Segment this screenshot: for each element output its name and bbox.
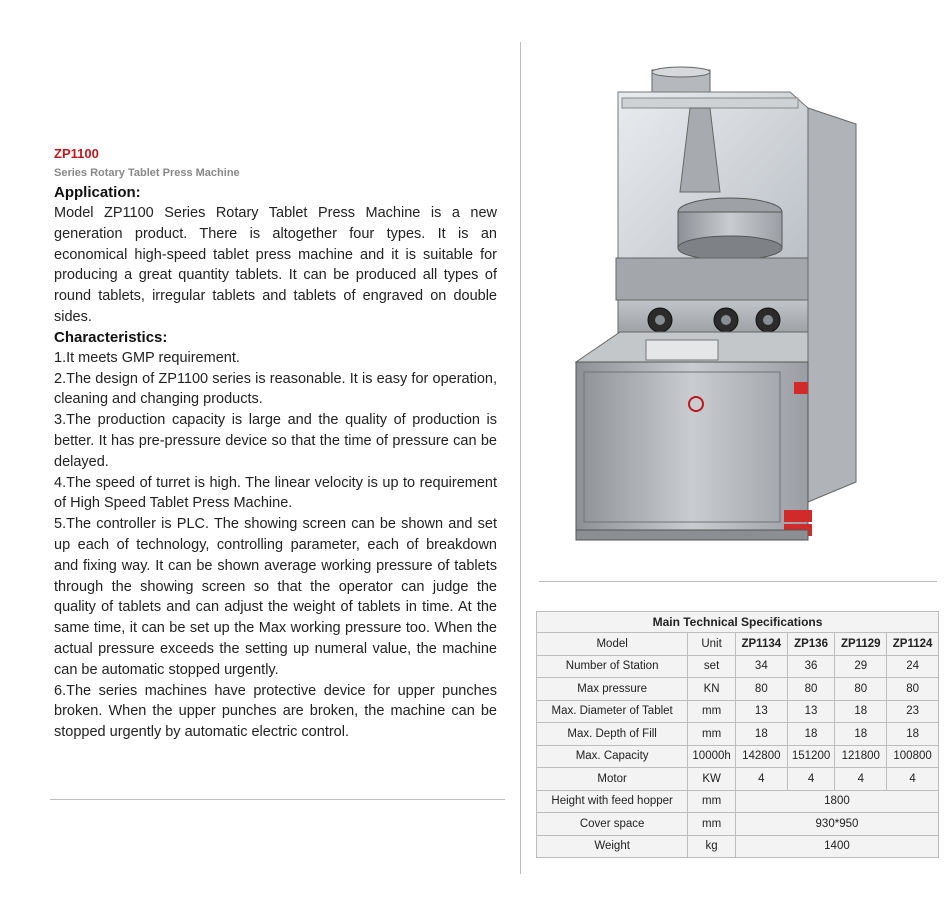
table-cell: 13 (735, 700, 787, 723)
table-cell: Number of Station (537, 655, 688, 678)
table-cell: 18 (835, 700, 887, 723)
table-cell: Max. Depth of Fill (537, 723, 688, 746)
table-cell: 18 (835, 723, 887, 746)
table-cell: 80 (835, 678, 887, 701)
tablet-press-machine-image (560, 62, 870, 562)
header-cell: ZP1134 (735, 633, 787, 656)
table-cell: KW (688, 768, 736, 791)
table-cell: 18 (887, 723, 939, 746)
spec-header-row (537, 633, 939, 656)
table-row (537, 700, 939, 723)
table-cell: mm (688, 790, 736, 813)
table-row (537, 790, 939, 813)
table-row (537, 835, 939, 858)
spec-table (536, 611, 939, 858)
table-cell: 18 (735, 723, 787, 746)
table-cell-merged: 930*950 (735, 813, 938, 836)
table-cell: 4 (887, 768, 939, 791)
table-cell: mm (688, 700, 736, 723)
table-row (537, 813, 939, 836)
table-cell-merged: 1800 (735, 790, 938, 813)
product-description (54, 146, 497, 743)
header-cell: ZP1129 (835, 633, 887, 656)
divider-right (539, 581, 937, 582)
table-cell: Motor (537, 768, 688, 791)
table-row (537, 745, 939, 768)
table-cell: Weight (537, 835, 688, 858)
table-cell: set (688, 655, 736, 678)
table-row (537, 768, 939, 791)
table-cell: 13 (787, 700, 835, 723)
table-cell: Height with feed hopper (537, 790, 688, 813)
table-row (537, 655, 939, 678)
table-cell: 4 (787, 768, 835, 791)
header-cell: ZP1124 (887, 633, 939, 656)
table-cell: 4 (835, 768, 887, 791)
table-cell: 80 (887, 678, 939, 701)
table-cell: 34 (735, 655, 787, 678)
table-cell: 23 (887, 700, 939, 723)
table-cell: 80 (735, 678, 787, 701)
table-cell: 10000h (688, 745, 736, 768)
divider-vertical (520, 42, 521, 874)
table-row (537, 723, 939, 746)
table-cell: kg (688, 835, 736, 858)
characteristic-item: 6.The series machines have protective device for upper punches broken. When the upper punches are broken, the machine can be stopped urgently by automatic electric control. (54, 682, 497, 741)
table-cell: 24 (887, 655, 939, 678)
table-cell: Max. Capacity (537, 745, 688, 768)
table-cell: 29 (835, 655, 887, 678)
table-cell: KN (688, 678, 736, 701)
table-cell: 80 (787, 678, 835, 701)
table-cell: 151200 (787, 745, 835, 768)
table-cell: 121800 (835, 745, 887, 768)
application-text: Model ZP1100 Series Rotary Tablet Press Machine is a new generation product. There is altogether four types. It is an economical high-speed tablet press machine and it is suitable for producing a great quantity tablets. It can be produced all types of round tablets, irregular tablets and tablets of engraved on double sides. (54, 205, 497, 325)
spec-table-title: Main Technical Specifications (537, 612, 939, 633)
characteristic-item: 3.The production capacity is large and the quality of production is better. It has pre-pressure device so that the time of pressure can be delayed. (54, 412, 497, 470)
table-cell: 142800 (735, 745, 787, 768)
table-cell-merged: 1400 (735, 835, 938, 858)
product-subtitle: Series Rotary Tablet Press Machine (54, 167, 240, 179)
table-cell: Max pressure (537, 678, 688, 701)
header-cell: ZP136 (787, 633, 835, 656)
table-cell: mm (688, 723, 736, 746)
product-model: ZP1100 (54, 146, 99, 161)
characteristic-item: 4.The speed of turret is high. The linear velocity is up to requirement of High Speed Tablet Press Machine. (54, 474, 497, 512)
table-row (537, 678, 939, 701)
characteristic-item: 2.The design of ZP1100 series is reasonable. It is easy for operation, cleaning and changing products. (54, 370, 497, 408)
header-cell: Unit (688, 633, 736, 656)
table-cell: Cover space (537, 813, 688, 836)
table-cell: 18 (787, 723, 835, 746)
application-heading: Application: (54, 184, 141, 201)
characteristic-item: 5.The controller is PLC. The showing screen can be shown and set up each of technology, controlling parameter, each of breakdown and fixing way. It can be shown average working pressure of tablets through the showing screen so that the operator can judge the quality of tablets and can adjust the weight of tablets in time. At the same time, it can be set up the Max working pressure too. When the actual pressure exceeds the setting up numeral value, the machine can be automatic stopped urgently. (54, 516, 497, 678)
table-cell: Max. Diameter of Tablet (537, 700, 688, 723)
divider-left (50, 799, 505, 800)
characteristics-heading: Characteristics: (54, 328, 168, 346)
characteristic-item: 1.It meets GMP requirement. (54, 349, 240, 366)
spec-title-row (537, 612, 939, 633)
table-cell: 36 (787, 655, 835, 678)
header-cell: Model (537, 633, 688, 656)
table-cell: 100800 (887, 745, 939, 768)
table-cell: mm (688, 813, 736, 836)
table-cell: 4 (735, 768, 787, 791)
